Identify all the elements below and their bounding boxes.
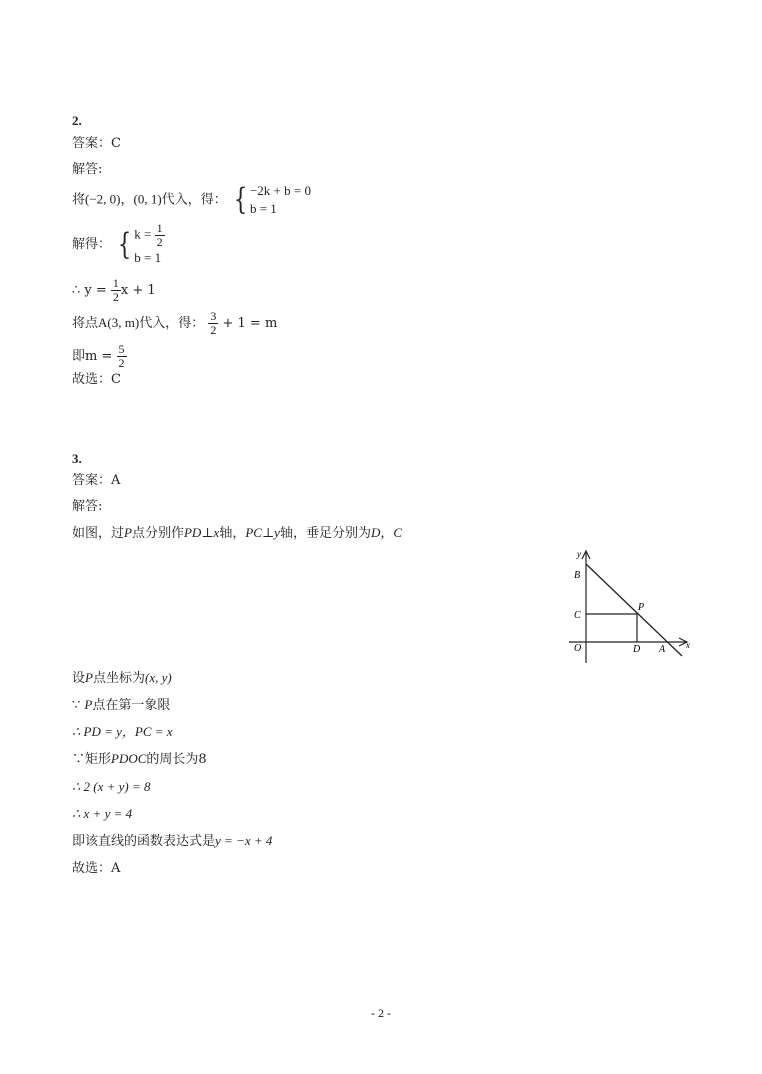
q2-eq1: −2k + b = 0 — [249, 183, 311, 198]
q3-l8-a: 即该直线的函数表达式是 — [72, 834, 216, 849]
q2-substitution-line — [72, 182, 311, 218]
q3-perimeter-line — [72, 751, 207, 768]
q2-pointA-fraction — [208, 310, 218, 337]
q3-l2-xy: (x, y) — [144, 670, 172, 685]
q3-quadrant-line — [72, 697, 170, 714]
q3-answer: 答案：A — [72, 473, 121, 488]
q2-k-fraction — [155, 222, 165, 249]
q3-number: 3. — [72, 451, 82, 466]
label-B: B — [574, 570, 581, 581]
q2-choice: 故选：C — [72, 372, 121, 387]
q2-result-den: 2 — [112, 290, 119, 304]
q2-eq2: b = 1 — [249, 201, 277, 216]
q2-result-fraction — [111, 277, 121, 304]
q3-l1-PD: PD⊥x — [183, 525, 220, 540]
label-x: x — [686, 640, 690, 650]
q2-k-den: 2 — [156, 235, 163, 249]
q3-l5-a: ∵矩形 — [72, 752, 112, 767]
label-D: D — [633, 644, 641, 655]
label-P: P — [638, 602, 645, 613]
q2-solve-system — [134, 222, 164, 267]
q3-choice: 故选：A — [72, 861, 121, 876]
q3-l2-P: P — [85, 670, 93, 685]
q2-pointA-prefix: 将点 — [72, 316, 99, 331]
q2-pointA-den: 2 — [210, 323, 217, 337]
label-y: y — [577, 549, 581, 559]
q3-l2-b: 点坐标为 — [92, 671, 145, 686]
q2-sub-point2: (0, 1) — [133, 191, 162, 207]
q2-answer: 答案：C — [72, 136, 121, 151]
q2-m-num: 5 — [118, 342, 125, 356]
q2-pointA-tail: 代入，得： — [139, 316, 205, 331]
q2-pointA: A(3, m) — [98, 315, 140, 330]
q2-result-num: 1 — [112, 276, 119, 290]
q2-solve-label: 解得： — [72, 237, 112, 252]
q3-l1-e: ， — [380, 526, 394, 541]
q2-result-line — [72, 277, 156, 304]
q2-number: 2. — [72, 113, 82, 128]
q2-m-lhs: m = — [85, 349, 113, 364]
q3-coord-line — [72, 670, 172, 687]
page-number: - 2 - — [371, 1006, 391, 1020]
q2-solve-line — [72, 222, 165, 267]
q2-m-den: 2 — [118, 356, 125, 370]
q3-l5-PDOC: PDOC — [111, 751, 147, 766]
q3-l1-C: C — [393, 525, 403, 540]
q2-solve-brace: { — [118, 226, 132, 262]
q2-pointA-eq: + 1 = m — [222, 316, 278, 331]
q2-k-num: 1 — [156, 221, 163, 235]
q2-m-fraction — [117, 343, 127, 370]
q3-l2-a: 设 — [72, 671, 86, 686]
q3-l5-b: 的周长为8 — [146, 752, 207, 767]
q3-pd-pc-line: ∴ PD = y，PC = x — [72, 724, 173, 739]
q3-l1-d: 轴，垂足分别为 — [279, 526, 371, 541]
q2-result-prefix: ∴ y = — [72, 283, 107, 298]
q3-l1-PC: PC⊥y — [245, 525, 280, 540]
q2-solution-label: 解答: — [72, 162, 103, 177]
q3-l1-D: D — [370, 525, 381, 540]
q2-pointA-line — [72, 310, 277, 337]
q3-l1-P: P — [124, 525, 132, 540]
q3-l8-eq: y = −x + 4 — [215, 833, 273, 848]
q3-figure — [565, 548, 695, 668]
q2-sub-point1: (−2, 0) — [85, 191, 121, 207]
q3-construction-line — [72, 525, 402, 542]
q3-sum-line: ∴ x + y = 4 — [72, 806, 133, 821]
q3-l1-a: 如图，过 — [72, 526, 125, 541]
q3-l1-c: 轴， — [219, 526, 246, 541]
q3-l3-a: ∵ — [72, 698, 81, 713]
q2-sub-tail: 代入，得： — [161, 192, 227, 208]
q3-l3-b: 点在第一象限 — [92, 698, 171, 713]
q2-pointA-num: 3 — [210, 309, 217, 323]
q3-solution-label: 解答: — [72, 499, 103, 514]
q3-l3-P: P — [84, 697, 93, 712]
q2-sub-intro: 将 — [72, 192, 86, 208]
label-O: O — [574, 643, 582, 654]
q2-m-line — [72, 343, 127, 370]
q2-sub-sep: ， — [120, 192, 134, 208]
label-C: C — [574, 610, 581, 621]
q3-equation-line: ∴ 2 (x + y) = 8 — [72, 779, 151, 794]
q3-l1-b: 点分别作 — [131, 526, 184, 541]
q2-equation-system — [250, 182, 311, 218]
label-A: A — [659, 644, 666, 655]
q2-system-brace: { — [233, 182, 248, 217]
q2-m-prefix: 即 — [72, 349, 86, 364]
q2-b-eq: b = 1 — [134, 250, 162, 265]
q2-result-tail: x + 1 — [120, 283, 156, 298]
q3-expression-line — [72, 833, 272, 850]
q2-k-lhs: k = — [134, 226, 152, 242]
